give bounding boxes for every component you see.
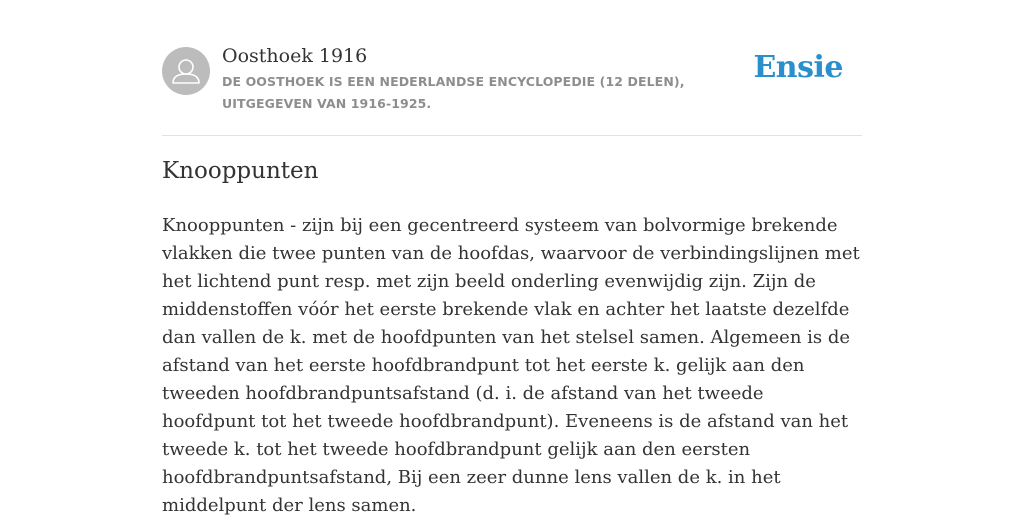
article-body: Knooppunten - zijn bij een gecentreerd systeem van bolvormige brekende vlakken die twee punten van de hoofdas, waarvoor de verbindingslijnen met het lichtend punt resp. met zijn beeld onderling evenwijdig zijn. Zijn de middenstoffen vóór het eerste brekende vlak en achter het laatste dezelfde dan vallen de k. met de hoofdpunten van het stelsel samen. Algemeen is de afstand van het eerste hoofdbrandpunt tot het eerste k. gelijk aan den tweeden hoofdbrandpuntsafstand (d. i. de afstand van het tweede hoofdpunt tot het tweede hoofdbrandpunt). Eveneens is de afstand van het tweede k. tot het tweede hoofdbrandpunt gelijk aan den eersten hoofdbrandpuntsafstand, Bij een zeer dunne lens vallen de k. in het middelpunt der lens samen. xyxy=(162,215,860,516)
ensie-logo[interactable]: Ensie xyxy=(753,50,843,85)
person-icon xyxy=(162,47,210,95)
source-description: DE OOSTHOEK IS EEN NEDERLANDSE ENCYCLOPEDIE (12 DELEN), UITGEGEVEN VAN 1916-1925. xyxy=(222,74,685,111)
page-container xyxy=(162,0,862,516)
source-header xyxy=(162,0,862,136)
article-title: Knooppunten xyxy=(162,158,319,184)
source-title[interactable]: Oosthoek 1916 xyxy=(222,45,368,67)
user-avatar-icon[interactable] xyxy=(162,47,210,95)
